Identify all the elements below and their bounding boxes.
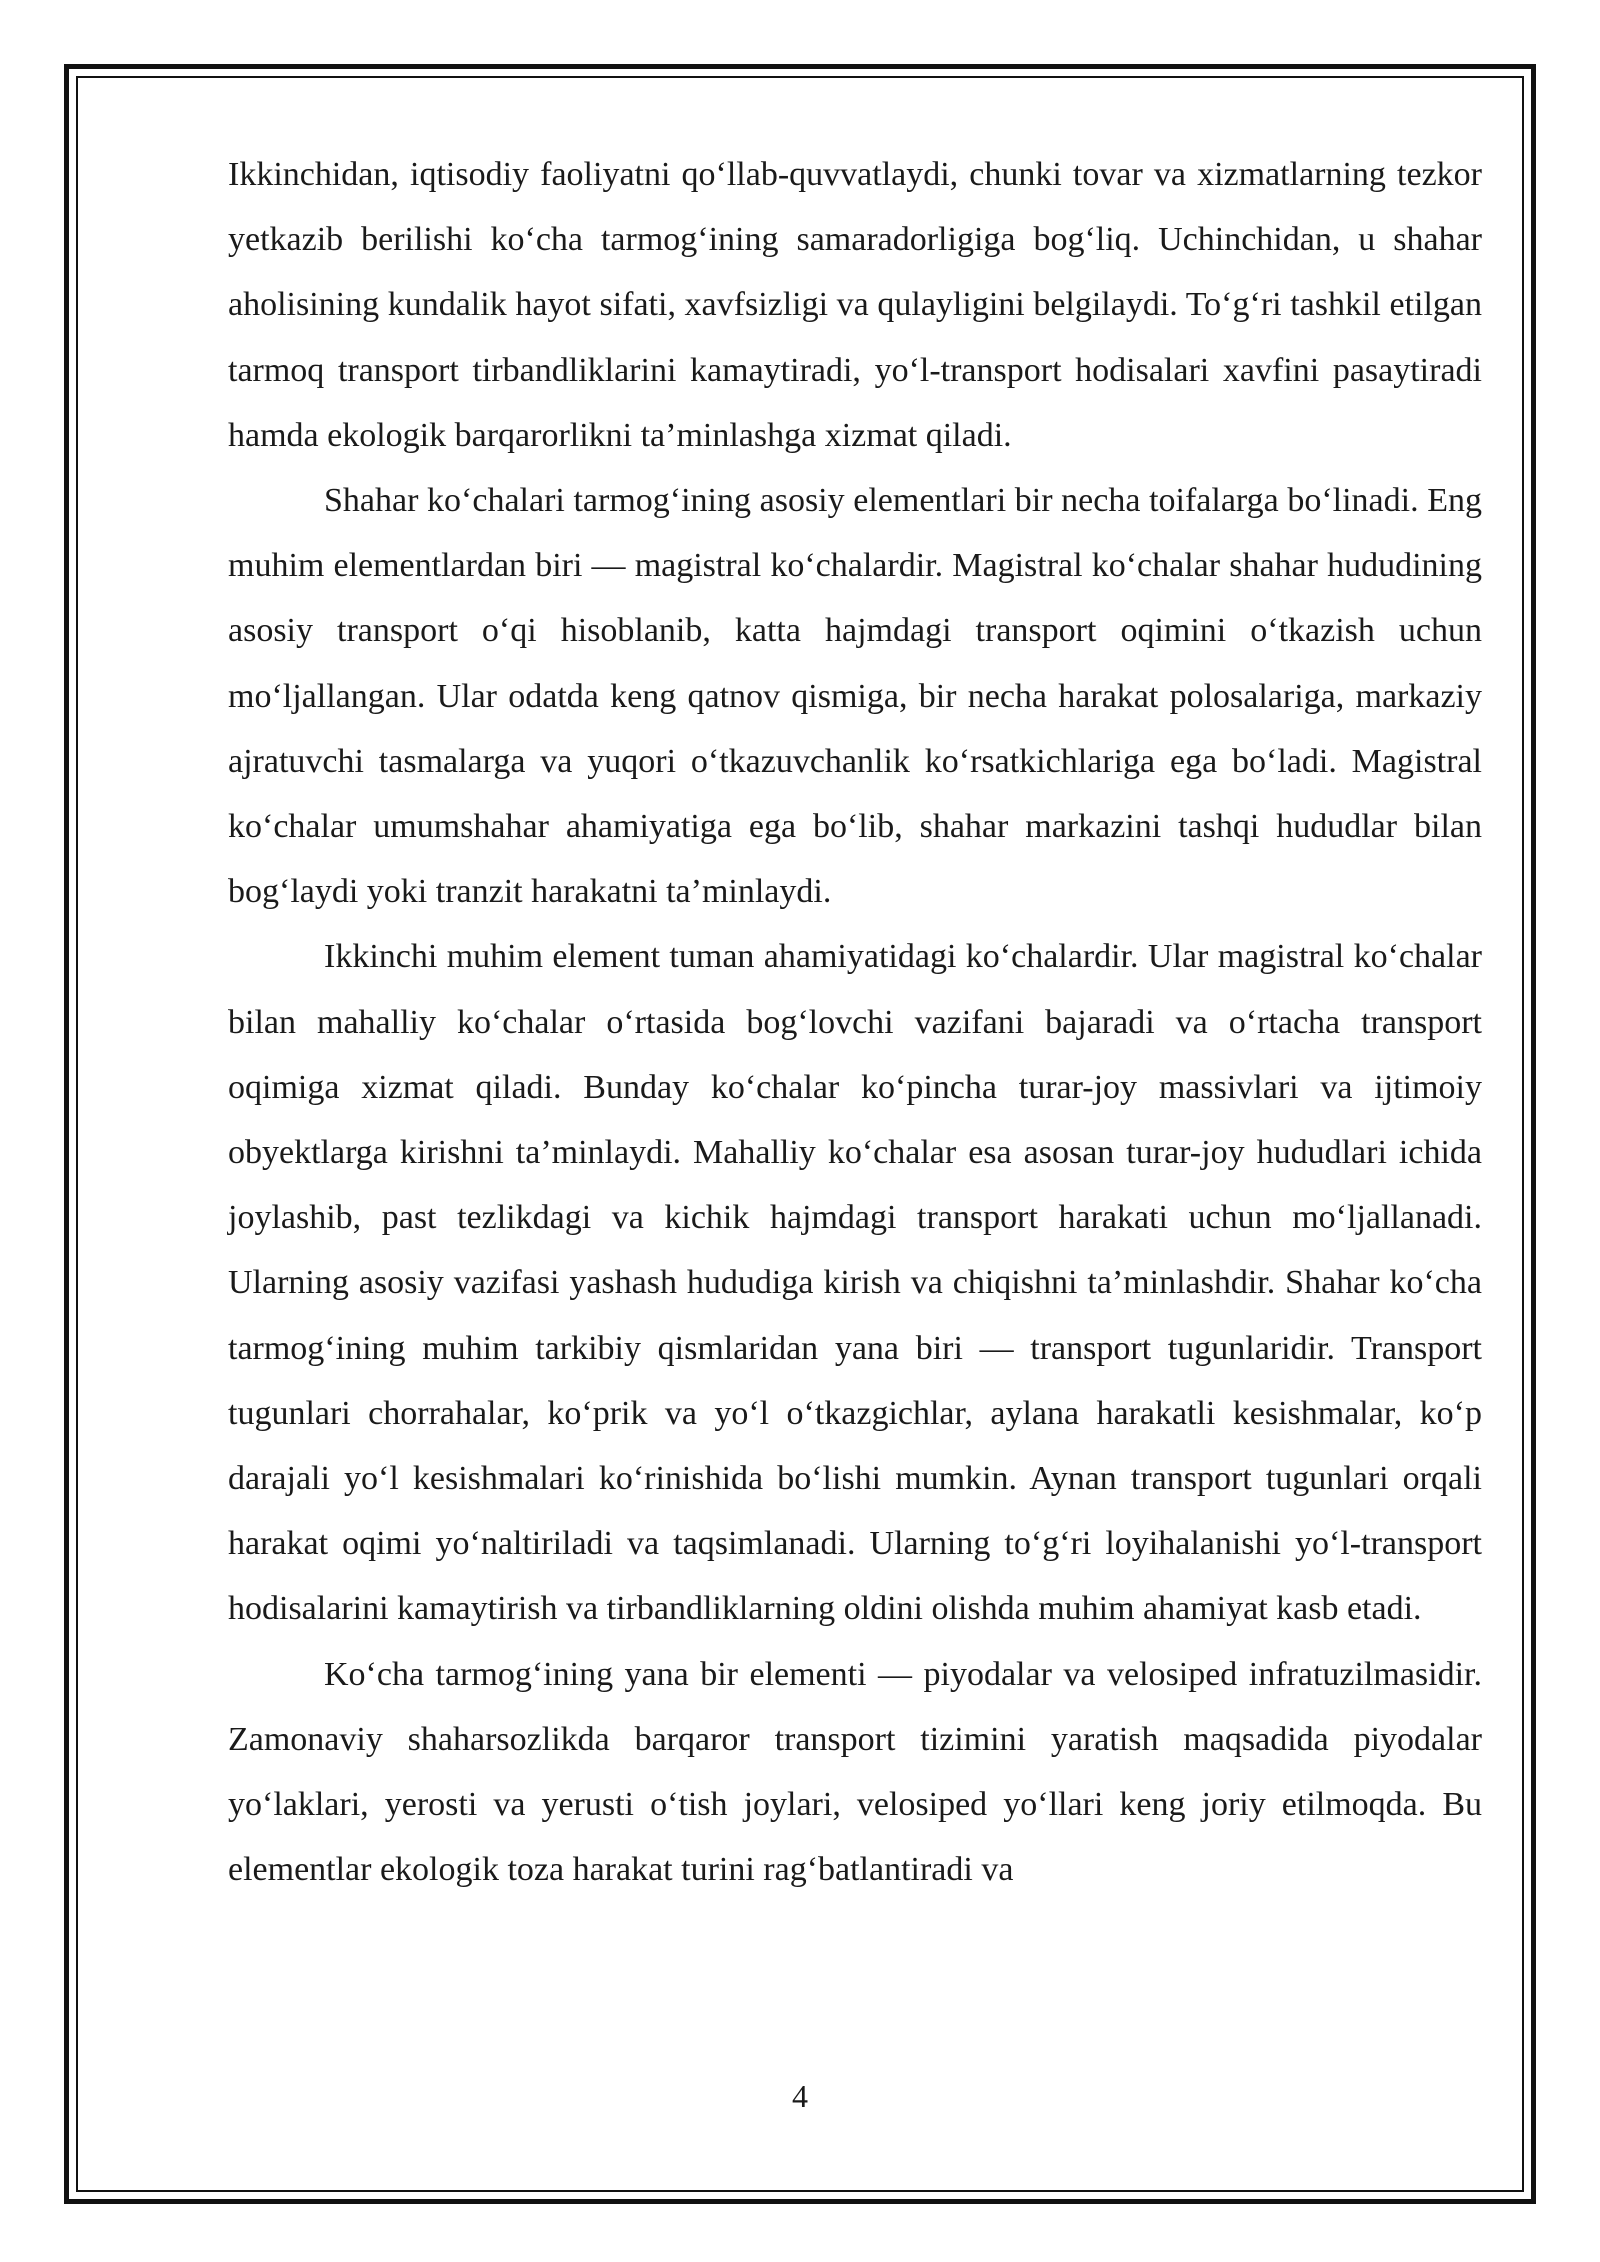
paragraph-1: Ikkinchidan, iqtisodiy faoliyatni qo‘llab-quvvatlaydi, chunki tovar va xizmatlarning tezkor yetkazib berilishi ko‘cha tarmog‘ining samaradorligiga bog‘liq. Uchinchidan, u shahar aholisining kundalik hayot sifati, xavfsizligi va qulayligini belgilaydi. To‘g‘ri tashkil etilgan tarmoq transport tirbandliklarini kamaytiradi, yo‘l-transport hodisalari xavfini pasaytiradi hamda ekologik barqarorlikni ta’minlashga xizmat qiladi. [228, 156, 1482, 454]
page-number: 4 [792, 2078, 808, 2114]
document-body [228, 142, 1482, 1902]
paragraph-3: Ikkinchi muhim element tuman ahamiyatidagi ko‘chalardir. Ular magistral ko‘chalar bilan mahalliy ko‘chalar o‘rtasida bog‘lovchi vazifani bajaradi va o‘rtacha transport oqimiga xizmat qiladi. Bunday ko‘chalar ko‘pincha turar-joy massivlari va ijtimoiy obyektlarga kirishni ta’minlaydi. Mahalliy ko‘chalar esa asosan turar-joy hududlari ichida joylashib, past tezlikdagi va kichik hajmdagi transport harakati uchun mo‘ljallanadi. Ularning asosiy vazifasi yashash hududiga kirish va chiqishni ta’minlashdir. Shahar ko‘cha tarmog‘ining muhim tarkibiy qismlaridan yana biri — transport tugunlaridir. Transport tugunlari chorrahalar, ko‘prik va yo‘l o‘tkazgichlar, aylana harakatli kesishmalar, ko‘p darajali yo‘l kesishmalari ko‘rinishida bo‘lishi mumkin. Aynan transport tugunlari orqali harakat oqimi yo‘naltiriladi va taqsimlanadi. Ularning to‘g‘ri loyihalanishi yo‘l-transport hodisalarini kamaytirish va tirbandliklarning oldini olishda muhim ahamiyat kasb etadi. [228, 938, 1482, 1628]
paragraph-2: Shahar ko‘chalari tarmog‘ining asosiy elementlari bir necha toifalarga bo‘linadi. Eng muhim elementlardan biri — magistral ko‘chalardir. Magistral ko‘chalar shahar hududining asosiy transport o‘qi hisoblanib, katta hajmdagi transport oqimini o‘tkazish uchun mo‘ljallangan. Ular odatda keng qatnov qismiga, bir necha harakat polosalariga, markaziy ajratuvchi tasmalarga va yuqori o‘tkazuvchanlik ko‘rsatkichlariga ega bo‘ladi. Magistral ko‘chalar umumshahar ahamiyatiga ega bo‘lib, shahar markazini tashqi hududlar bilan bog‘laydi yoki tranzit harakatni ta’minlaydi. [228, 482, 1482, 911]
paragraph-4: Ko‘cha tarmog‘ining yana bir elementi — piyodalar va velosiped infratuzilmasidir. Zamonaviy shaharsozlikda barqaror transport tizimini yaratish maqsadida piyodalar yo‘laklari, yerosti va yerusti o‘tish joylari, velosiped yo‘llari keng joriy etilmoqda. Bu elementlar ekologik toza harakat turini rag‘batlantiradi va [228, 1655, 1482, 1889]
